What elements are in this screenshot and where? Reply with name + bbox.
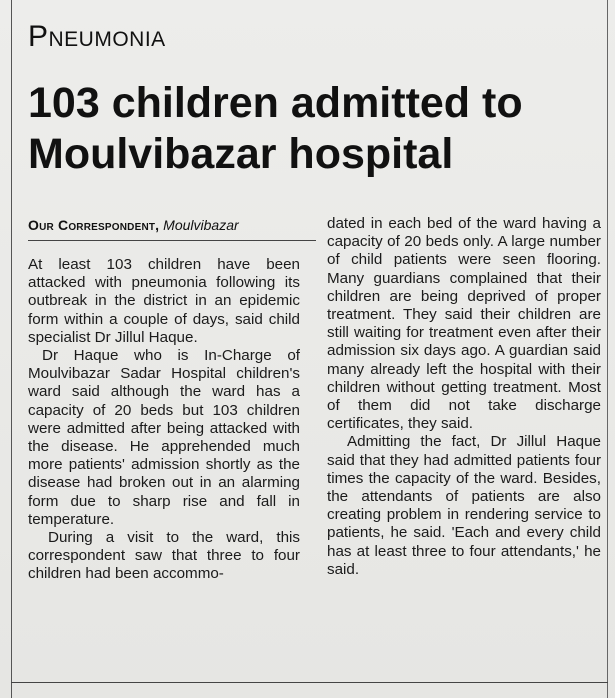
byline-location: Moulvibazar bbox=[163, 217, 239, 233]
paragraph: During a visit to the ward, this correspondent saw that three to four children had been accommo- bbox=[28, 529, 300, 583]
article-column-right bbox=[327, 215, 601, 579]
paragraph: dated in each bed of the ward having a capacity of 20 beds only. A large number of child patients were seen flooring. Many guardians complained that their children are being deprived of proper treatment. They said their children are still waiting for treatment even after their admission six days ago. A guardian said many already left the hospital with their children without getting treatment. Most of them did not take discharge certificates, they said. bbox=[327, 215, 601, 433]
right-column-rule bbox=[607, 0, 608, 698]
byline-rule bbox=[28, 240, 316, 241]
byline-author: Our Correspondent, bbox=[28, 217, 160, 233]
headline: 103 children admitted to Moulvibazar hospital bbox=[28, 79, 523, 178]
paragraph: At least 103 children have been attacked with pneumonia following its outbreak in the district in an epidemic form within a couple of days, said child specialist Dr Jillul Haque. bbox=[28, 256, 300, 346]
paragraph: Admitting the fact, Dr Jillul Haque said that they had admitted patients four times the capacity of the ward. Besides, the attendants of patients are also creating problem in rendering service to patients, he said. 'Each and every child has at least three to four attendants,' he said. bbox=[327, 433, 601, 578]
left-column-rule bbox=[11, 0, 12, 698]
article-column-left bbox=[28, 256, 300, 584]
paragraph: Dr Haque who is In-Charge of Moulvibazar Sadar Hospital children's ward said although the ward has a capacity of 20 beds but 103 children were admitted after being attacked with the disease. He apprehended much more patients' admission shortly as the disease had broken out in an alarming form due to sharp rise and fall in temperature. bbox=[28, 347, 300, 528]
section-kicker: Pneumonia bbox=[28, 20, 166, 53]
byline bbox=[28, 217, 318, 233]
bottom-rule bbox=[11, 682, 608, 683]
